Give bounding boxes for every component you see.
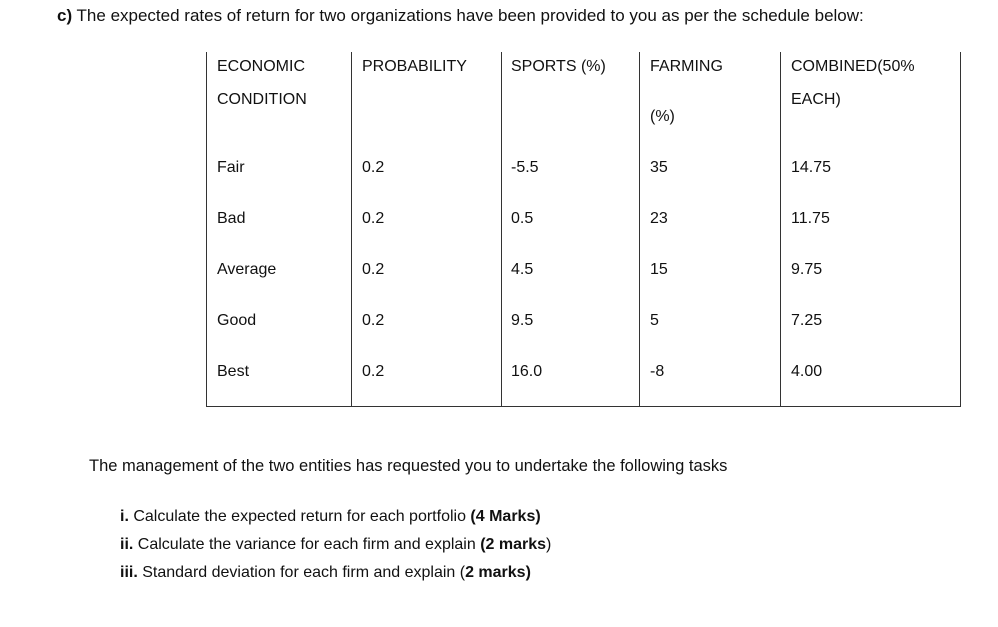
question-title [57,6,864,26]
question-label: c) [57,6,73,25]
header-economic-condition-line1: ECONOMIC [217,58,305,75]
task-marks: (2 marks [480,536,547,553]
row-average-combined: 9.75 [791,261,823,278]
row-best-combined: 4.00 [791,363,823,380]
table-border-bottom [206,406,961,407]
row-fair-probability: 0.2 [362,159,385,176]
task-marks: (4 Marks) [470,508,541,525]
task-tail: ) [546,536,552,553]
tasks-intro: The management of the two entities has requested you to undertake the following tasks [89,457,728,475]
row-average-condition: Average [217,261,277,278]
table-divider-3 [639,52,640,407]
task-number: ii. [120,536,134,553]
row-bad-combined: 11.75 [791,210,830,227]
row-fair-farming: 35 [650,159,668,176]
task-number: i. [120,508,129,525]
row-best-condition: Best [217,363,250,380]
row-bad-sports: 0.5 [511,210,534,227]
row-fair-combined: 14.75 [791,159,832,176]
header-sports: SPORTS (%) [511,58,606,75]
row-good-combined: 7.25 [791,312,823,329]
task-marks: 2 marks) [465,564,531,581]
row-fair-sports: -5.5 [511,159,539,176]
row-average-farming: 15 [650,261,668,278]
table-divider-4 [780,52,781,407]
row-best-farming: -8 [650,363,665,380]
header-combined-line1: COMBINED(50% [791,58,915,75]
row-good-farming: 5 [650,312,659,329]
header-economic-condition-line2: CONDITION [217,91,307,108]
header-farming-line1: FARMING [650,58,723,75]
table-divider-1 [351,52,352,407]
header-combined-line2: EACH) [791,91,841,108]
table-border-right [960,52,961,407]
task-text: Calculate the expected return for each portfolio [128,508,471,525]
question-text: The expected rates of return for two organizations have been provided to you as per the schedule below: [76,6,864,25]
row-bad-probability: 0.2 [362,210,385,227]
row-best-probability: 0.2 [362,363,385,380]
header-farming-line2: (%) [650,108,675,125]
task-text: Standard deviation for each firm and explain ( [137,564,466,581]
row-average-probability: 0.2 [362,261,385,278]
row-good-condition: Good [217,312,257,329]
row-bad-condition: Bad [217,210,246,227]
row-good-sports: 9.5 [511,312,534,329]
row-average-sports: 4.5 [511,261,534,278]
task-text: Calculate the variance for each firm and explain [133,536,481,553]
row-bad-farming: 23 [650,210,668,227]
header-probability: PROBABILITY [362,58,467,75]
table-divider-2 [501,52,502,407]
task-number: iii. [120,564,138,581]
row-fair-condition: Fair [217,159,245,176]
row-good-probability: 0.2 [362,312,385,329]
table-border-left [206,52,207,407]
row-best-sports: 16.0 [511,363,543,380]
task-item [120,564,531,582]
task-item [120,536,551,554]
task-item [120,508,541,526]
